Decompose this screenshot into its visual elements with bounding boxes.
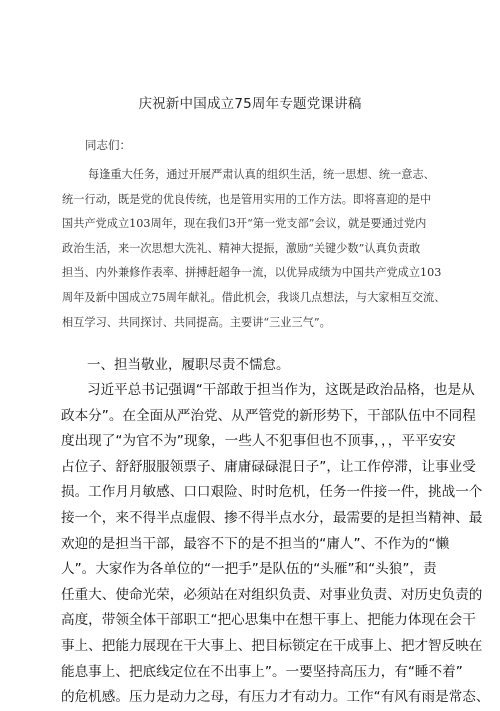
intro-line: 每逢重大任务，通过开展严肃认真的组织生活，统一思想、统一意志、 <box>88 168 435 181</box>
body-line: 任重大、使命光荣，必须站在对组织负责、对事业负责、对历史负责的 <box>61 586 483 603</box>
body-line: 接一个，来不得半点虚假、掺不得半点水分，最需要的是担当精神、最 <box>61 509 483 526</box>
body-line: 占位子、舒舒服服领票子、庸庸碌碌混日子”，让工作停滞，让事业受 <box>61 458 476 475</box>
body-line: 度出现了“为官不为”现象，一些人不犯事但也不顶事，，，平平安安 <box>61 433 456 450</box>
intro-paragraph <box>62 163 462 335</box>
body-line: 人”。大家作为各单位的“一把手”是队伍的“头雁”和“头狼”，责 <box>61 561 437 578</box>
intro-line: 政治生活，来一次思想大洗礼、精神大提振，激励“关键少数”认真负责敢 <box>62 241 421 255</box>
body-line: 能息事上、把底线定位在不出事上”。一要坚持高压力，有“睡不着” <box>61 663 463 680</box>
intro-line: 周年及新中国成立75周年献礼。借此机会，我谈几点想法，与大家相互交流、 <box>62 290 446 304</box>
body-line: 事上、把能力展现在干大事上、把目标锁定在干成事上、把才智反映在 <box>61 637 483 654</box>
intro-line: 担当、内外兼修作表率、拼搏赶超争一流，以优异成绩为中国共产党成立103 <box>62 266 442 280</box>
body-paragraph <box>61 378 490 711</box>
intro-line: 国共产党成立103周年，现在我们3开“第一党支部”会议，就是要通过党内 <box>62 217 427 231</box>
salutation: 同志们： <box>85 138 131 152</box>
intro-line: 统一行动，既是党的优良传统，也是管用实用的工作方法。即将喜迎的是中 <box>62 192 432 206</box>
document-title: 庆祝新中国成立75周年专题党课讲稿 <box>138 96 362 112</box>
section-heading: 一、担当敬业，履职尽责不懦怠。 <box>87 357 290 373</box>
body-line: 损。工作月月敏感、口口艰险、时时危机，任务一件接一件，挑战一个 <box>61 484 483 501</box>
body-line: 欢迎的是担当干部，最容不下的是不担当的“庸人”、不作为的“懒 <box>61 535 450 552</box>
intro-line: 相互学习、共同探讨、共同提高。主要讲“三业三气”。 <box>62 315 331 329</box>
body-line: 的危机感。压力是动力之母，有压力才有动力。工作“有风有雨是常态、 <box>61 689 490 706</box>
body-line: 政本分”。在全面从严治党、从严管党的新形势下，干部队伍中不同程 <box>61 407 476 424</box>
body-line: 习近平总书记强调“干部敢于担当作为，这既是政治品格，也是从 <box>87 382 475 398</box>
body-line: 高度，带领全体干部职工“把心思集中在想干事上、把能力体现在会干 <box>61 612 476 629</box>
